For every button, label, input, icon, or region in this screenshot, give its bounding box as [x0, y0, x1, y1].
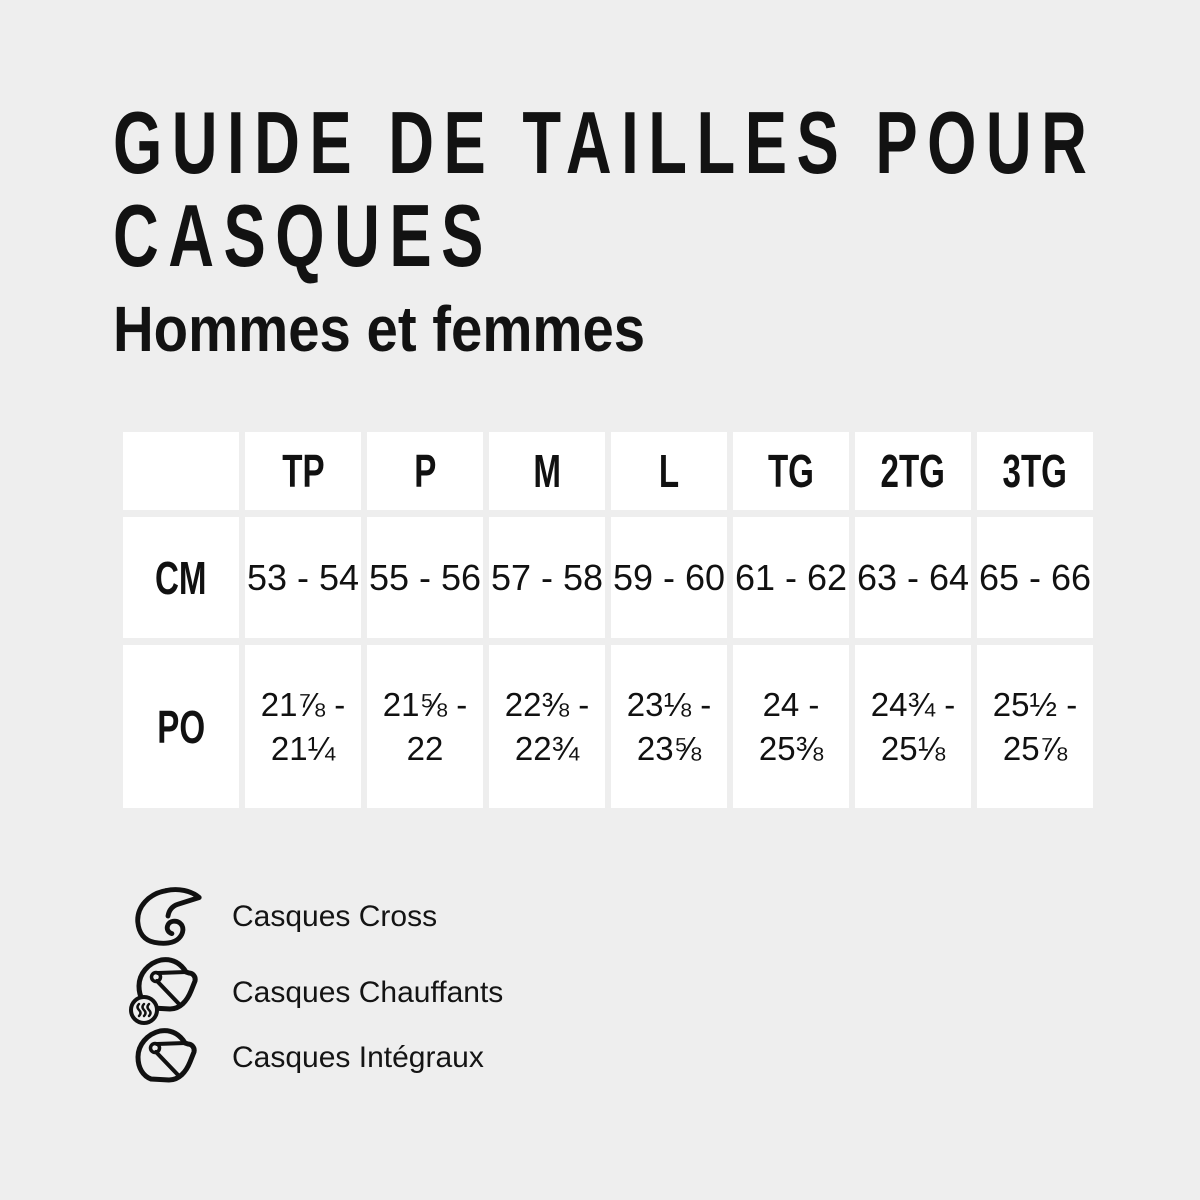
- legend-label: Casques Cross: [232, 900, 438, 933]
- row-header-po: PO: [123, 645, 239, 808]
- column-header-m: M: [489, 432, 605, 510]
- size-table: [123, 432, 1093, 808]
- po-value-tp: 21⅞ - 21¼: [245, 645, 361, 808]
- cm-value-m: 57 - 58: [489, 517, 605, 638]
- legend-item-integraux: [125, 1022, 484, 1094]
- column-header-3tg: 3TG: [977, 432, 1093, 510]
- legend-label: Casques Intégraux: [232, 1041, 484, 1074]
- po-value-l: 23⅛ - 23⅝: [611, 645, 727, 808]
- motocross-helmet-icon: [125, 884, 210, 950]
- column-header-2tg: 2TG: [855, 432, 971, 510]
- column-header-p: P: [367, 432, 483, 510]
- heated-helmet-icon: [125, 953, 210, 1033]
- page-title-line2-text: CASQUES: [113, 186, 493, 285]
- corner-cell: [123, 432, 239, 510]
- po-value-3tg: 25½ - 25⅞: [977, 645, 1093, 808]
- po-value-tg: 24 - 25⅜: [733, 645, 849, 808]
- column-header-l: L: [611, 432, 727, 510]
- po-value-2tg: 24¾ - 25⅛: [855, 645, 971, 808]
- page-subtitle-text: Hommes et femmes: [113, 293, 646, 365]
- cm-value-tg: 61 - 62: [733, 517, 849, 638]
- cm-value-l: 59 - 60: [611, 517, 727, 638]
- cm-value-2tg: 63 - 64: [855, 517, 971, 638]
- po-value-p: 21⅝ - 22: [367, 645, 483, 808]
- legend-label: Casques Chauffants: [232, 976, 504, 1009]
- page-title-line1: [113, 93, 1200, 192]
- cm-value-3tg: 65 - 66: [977, 517, 1093, 638]
- cm-value-tp: 53 - 54: [245, 517, 361, 638]
- legend-item-cross: [125, 882, 437, 952]
- page-title-line2: [113, 186, 641, 285]
- column-header-tg: TG: [733, 432, 849, 510]
- fullface-helmet-icon: [125, 1026, 210, 1090]
- po-value-m: 22⅜ - 22¾: [489, 645, 605, 808]
- row-header-cm: CM: [123, 517, 239, 638]
- cm-value-p: 55 - 56: [367, 517, 483, 638]
- column-header-tp: TP: [245, 432, 361, 510]
- page-subtitle: [113, 293, 718, 365]
- page-title-line1-text: GUIDE DE TAILLES POUR: [113, 93, 1097, 192]
